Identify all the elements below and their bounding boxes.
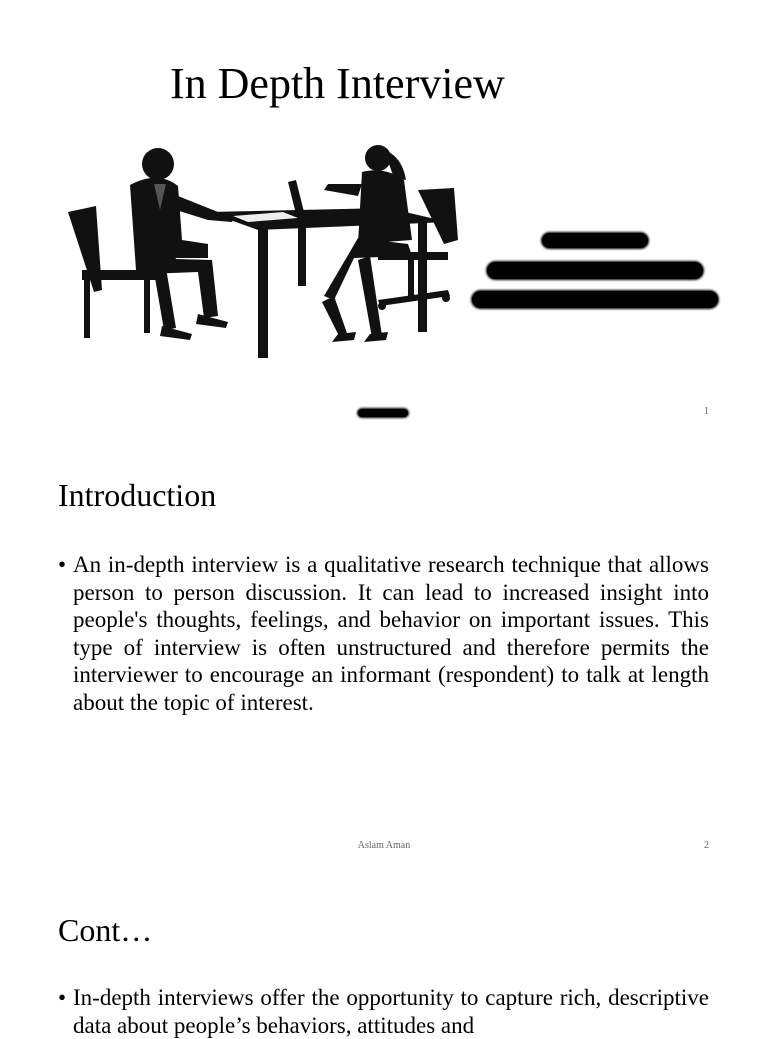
slide-title: In Depth Interview bbox=[170, 59, 505, 108]
slide-2 bbox=[0, 434, 768, 868]
slide-1 bbox=[0, 0, 768, 434]
slide-title: Introduction bbox=[58, 477, 217, 513]
bullet-text: In-depth interviews offer the opportunity to capture rich, descriptive data about people’s behaviors, attitudes and bbox=[73, 985, 709, 1038]
redaction-bar-3 bbox=[472, 291, 718, 308]
slide-3 bbox=[0, 868, 768, 1038]
slide-title: Cont… bbox=[58, 912, 153, 948]
bullet-text: An in-depth interview is a qualitative research technique that allows person to person discussion. It can lead to increased insight into people's thoughts, feelings, and behavior on important issues. This type of interview is often unstructured and therefore permits the interviewer to encourage an informant (respondent) to talk at length about the topic of interest. bbox=[73, 552, 709, 715]
footer-author: Aslam Aman bbox=[357, 840, 411, 851]
redaction-bar-footer bbox=[358, 409, 408, 417]
bullet-paragraph bbox=[58, 551, 709, 716]
redaction-bar-1 bbox=[542, 233, 648, 248]
bullet-marker: • bbox=[58, 985, 67, 1010]
page-number: 2 bbox=[704, 840, 709, 851]
bullet-marker: • bbox=[58, 552, 67, 577]
interview-illustration bbox=[58, 140, 478, 365]
page-number: 1 bbox=[704, 406, 709, 417]
redaction-bar-2 bbox=[487, 262, 703, 279]
bullet-paragraph bbox=[58, 984, 709, 1039]
